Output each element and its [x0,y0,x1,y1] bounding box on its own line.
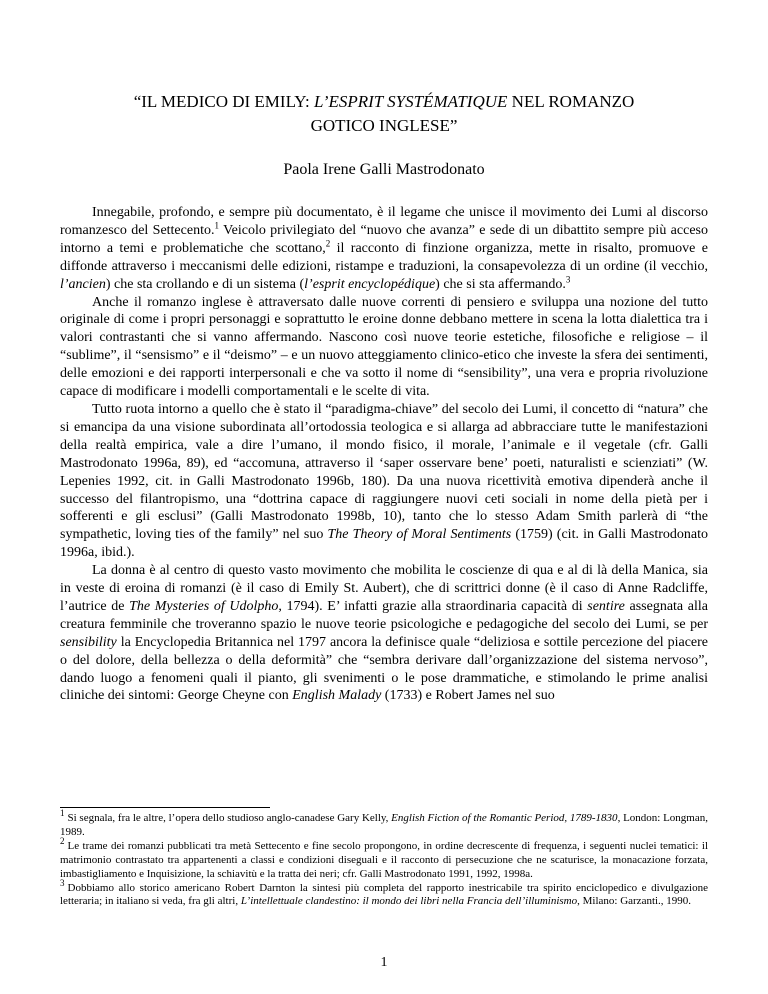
p4-text-b: , 1794). E’ infatti grazie alla straordinaria capacità di [278,598,588,614]
p1-text-b: Veicolo privilegiato del “nuovo che avanza” e sede di un dibattito sempre più acceso intorno a temi e problematiche che scottano, [60,222,708,256]
p4-italic-malady: English Malady [292,688,382,704]
p4-text-a: La donna è al centro di questo vasto movimento che mobilita le coscienze di qua e al di là della Manica, sia in veste di eroina di romanzi (è il caso di Emily St. Aubert), che di scrittrici donne (è il caso di Anne Radcliffe, l’autrice de [60,563,708,614]
p1-text-e: ) che si sta affermando. [435,276,566,292]
footnote-1-italic: English Fiction of the Romantic Period, 1789-1830 [391,812,618,824]
title-line2: GOTICO INGLESE” [310,116,458,135]
footnote-divider [60,807,270,808]
p1-text-d: ) che sta crollando e di un sistema ( [105,276,305,292]
footnote-ref-1: 1 [214,220,219,231]
title-line1-prefix: “IL MEDICO DI EMILY: [133,92,314,111]
footnote-1 [60,808,708,840]
footnote-ref-3: 3 [565,273,571,284]
p4-text-d: la Encyclopedia Britannica nel 1797 ancora la definisce quale “deliziosa e sottile percezione del piacere o del dolore, della bellezza o della deformità” che “sembra derivare dall’organizzazione del sistema nervoso”, dando luogo a fenomeni quali il pianto, gli svenimenti o le pose drammatiche, e stimolando le prime analisi cliniche dei sintomi: George Cheyne con [60,634,708,704]
p1-text-a: Innegabile, profondo, e sempre più documentato, è il legame che unisce il movimento dei Lumi al discorso romanzesco del Settecento. [60,205,708,238]
footnote-1-text-b: , London: Longman, 1989. [60,812,708,838]
p3-text-b: (1759) (cit. in Galli Mastrodonato 1996a, ibid.). [60,527,708,561]
p4-text-c: assegnata alla creatura femminile che troveranno spazio le nuove teorie psicologiche e pedagogiche del secolo dei Lumi, se per [60,598,708,632]
footnote-1-number: 1 [60,808,65,819]
paper-title [60,90,708,138]
footnote-2-text: Le trame dei romanzi pubblicati tra metà Settecento e fine secolo propongono, in ordine decrescente di frequenza, i seguenti nuclei tematici: il matrimonio contrastato tra appartenenti a classi e condizioni diseguali e il racconto di persecuzione che ne scaturisce, la monacazione forzata, imbastigliamento e Inquisizione, la schiavitù e la tratta dei neri; cfr. Galli Mastrodonato 1991, 1992, 1998a. [60,839,708,880]
footnote-2-number: 2 [60,836,65,847]
title-line1-suffix: NEL ROMANZO [507,92,635,111]
p1-italic-ancien: l’ancien [60,276,106,292]
body-text [60,204,708,705]
footnote-ref-2: 2 [325,238,331,249]
paragraph-1 [60,204,708,294]
title-line1-italic: L’ESPRIT SYSTÉMATIQUE [313,92,508,111]
p4-text-e: (1733) e Robert James nel suo [381,688,555,704]
footnote-2 [60,836,708,882]
footnote-3-text-b: , Milano: Garzanti., 1990. [577,895,692,908]
p4-italic-sentire: sentire [587,598,625,614]
footnotes [60,808,708,909]
page-number: 1 [380,955,388,970]
p3-italic-title: The Theory of Moral Sentiments [327,527,512,543]
footnote-3 [60,877,708,910]
p1-italic-esprit: l’esprit encyclopédique [304,276,436,292]
p4-italic-udolpho: The Mysteries of Udolpho [129,598,279,614]
footnote-3-text-a: Dobbiamo allo storico americano Robert Darnton la sintesi più completa del rapporto inestricabile tra spirito enciclopedico e divulgazione letteraria; in italiano si veda, fra gli altri, [60,881,708,908]
p3-text-a: Tutto ruota intorno a quello che è stato il “paradigma-chiave” del secolo dei Lumi, il concetto di “natura” che si emancipa da una visione subordinata all’ortodossia teologica e si allarga ad abbracciare tutte le manifestazioni della realtà empirica, vale a dire l’umano, il mondo fisico, il morale, l’animale e il vegetale (cfr. Galli Mastrodonato 1996a, 89), ed “accomuna, attraverso il ‘saper osservare bene’ poeti, naturalisti e scienziati” (W. Lepenies 1992, cit. in Galli Mastrodonato 1996b, 180). Da una nuova ricettività emotiva dipenderà anche il successo del filantropismo, una “dottrina capace di raggiungere nuovi ceti sociali in nome della pietà per i sofferenti e gli esclusi” (Galli Mastrodonato 1998b, 10), tanto che lo stesso Adam Smith parlerà di “the sympathetic, loving ties of the family” nel suo [60,401,708,543]
p1-text-c: il racconto di finzione organizza, mette in risalto, promuove e diffonde attraverso i meccanismi delle edizioni, ristampe e traduzioni, la consapevolezza di un ordine (il vecchio, [60,240,708,274]
footnote-3-number: 3 [60,877,65,888]
footnote-3-italic: L’intellettuale clandestino: il mondo dei libri nella Francia dell’illuminismo [240,895,578,908]
paragraph-4 [60,562,708,705]
p4-italic-sensibility: sensibility [60,634,117,650]
paragraph-2: Anche il romanzo inglese è attraversato dalle nuove correnti di pensiero e sviluppa una nozione del tutto originale di come i propri personaggi e soprattutto le eroine donne debbano mettere in scena la lotta dialettica tra i valori contrastanti che si vanno affermando. Nascono così nuove teorie estetiche, filosofiche e religiose – il “sublime”, il “sensismo” e il “deismo” – e un nuovo atteggiamento clinico-etico che investe la sfera dei sentimenti, delle emozioni e dei rapporti interpersonali e che va sotto il nome di “sensibility”, una vera e propria rivoluzione capace di modificare i modelli comportamentali e le scelte di vita. [60,294,708,400]
paragraph-3 [60,401,708,562]
footnote-1-text-a: Si segnala, fra le altre, l’opera dello studioso anglo-canadese Gary Kelly, [67,812,392,824]
author-name: Paola Irene Galli Mastrodonato [283,161,485,178]
